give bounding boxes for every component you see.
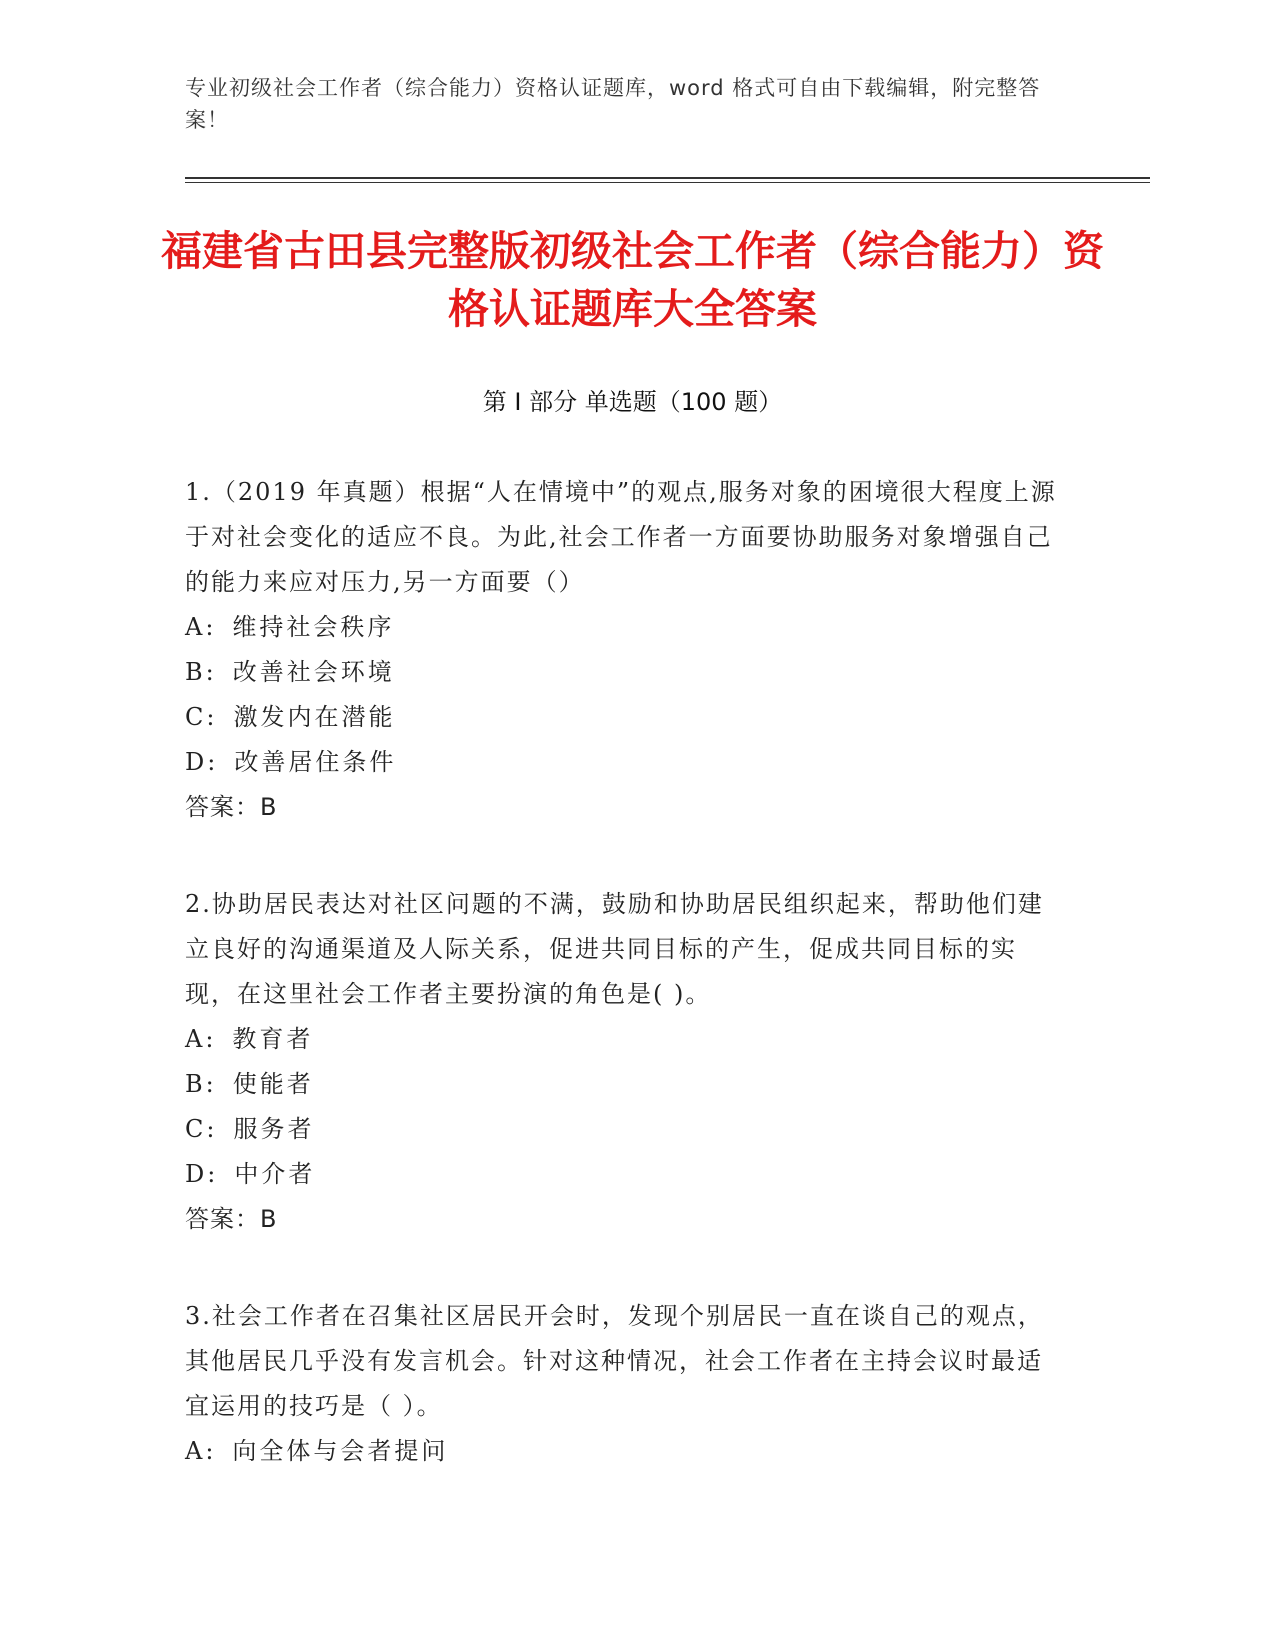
option-a bbox=[185, 605, 1065, 650]
option-a bbox=[185, 1017, 1065, 1062]
option-key: B: bbox=[185, 1070, 217, 1098]
option-text: 维持社会秩序 bbox=[232, 613, 395, 641]
option-key: B: bbox=[185, 658, 217, 686]
document-title: 福建省古田县完整版初级社会工作者（综合能力）资格认证题库大全答案 bbox=[161, 227, 1104, 333]
answer-label: 答案： bbox=[185, 1205, 260, 1233]
option-key: C: bbox=[185, 703, 218, 731]
question-stem: 1.（2019 年真题）根据“人在情境中”的观点,服务对象的困境很大程度上源于对社会变化的适应不良。为此,社会工作者一方面要协助服务对象增强自己的能力来应对压力,另一方面要（） bbox=[185, 478, 1057, 596]
question-1 bbox=[185, 470, 1065, 830]
option-text: 使能者 bbox=[232, 1070, 314, 1098]
question-2 bbox=[185, 882, 1065, 1242]
option-key: C: bbox=[185, 1115, 218, 1143]
option-key: A: bbox=[185, 613, 217, 641]
option-c bbox=[185, 1107, 1065, 1152]
option-key: A: bbox=[185, 1025, 217, 1053]
section-heading: 第 I 部分 单选题（100 题） bbox=[482, 388, 783, 416]
answer-line bbox=[185, 785, 1065, 830]
option-c bbox=[185, 695, 1065, 740]
option-b bbox=[185, 1062, 1065, 1107]
answer-value: B bbox=[260, 1205, 278, 1233]
option-text: 改善居住条件 bbox=[234, 748, 397, 776]
option-text: 中介者 bbox=[234, 1160, 316, 1188]
option-text: 服务者 bbox=[233, 1115, 315, 1143]
header-rule-bottom bbox=[185, 182, 1150, 183]
option-key: D: bbox=[185, 748, 219, 776]
option-key: A: bbox=[185, 1437, 217, 1465]
option-d bbox=[185, 1152, 1065, 1197]
option-d bbox=[185, 740, 1065, 785]
answer-line bbox=[185, 1197, 1065, 1242]
option-b bbox=[185, 650, 1065, 695]
header-rule-top bbox=[185, 177, 1150, 179]
question-stem: 2.协助居民表达对社区问题的不满，鼓励和协助居民组织起来，帮助他们建立良好的沟通渠道及人际关系，促进共同目标的产生，促成共同目标的实现，在这里社会工作者主要扮演的角色是( )。 bbox=[185, 890, 1044, 1008]
question-3 bbox=[185, 1294, 1065, 1474]
option-text: 教育者 bbox=[232, 1025, 314, 1053]
option-text: 激发内在潜能 bbox=[233, 703, 396, 731]
question-stem: 3.社会工作者在召集社区居民开会时，发现个别居民一直在谈自己的观点，其他居民几乎没有发言机会。针对这种情况，社会工作者在主持会议时最适宜运用的技巧是（ ）。 bbox=[185, 1302, 1044, 1420]
option-a bbox=[185, 1429, 1065, 1474]
option-text: 向全体与会者提问 bbox=[232, 1437, 449, 1465]
answer-value: B bbox=[260, 793, 278, 821]
option-text: 改善社会环境 bbox=[232, 658, 395, 686]
page-header-note: 专业初级社会工作者（综合能力）资格认证题库，word 格式可自由下载编辑，附完整答案！ bbox=[185, 76, 1041, 132]
option-key: D: bbox=[185, 1160, 219, 1188]
question-list bbox=[185, 470, 1065, 1526]
answer-label: 答案： bbox=[185, 793, 260, 821]
